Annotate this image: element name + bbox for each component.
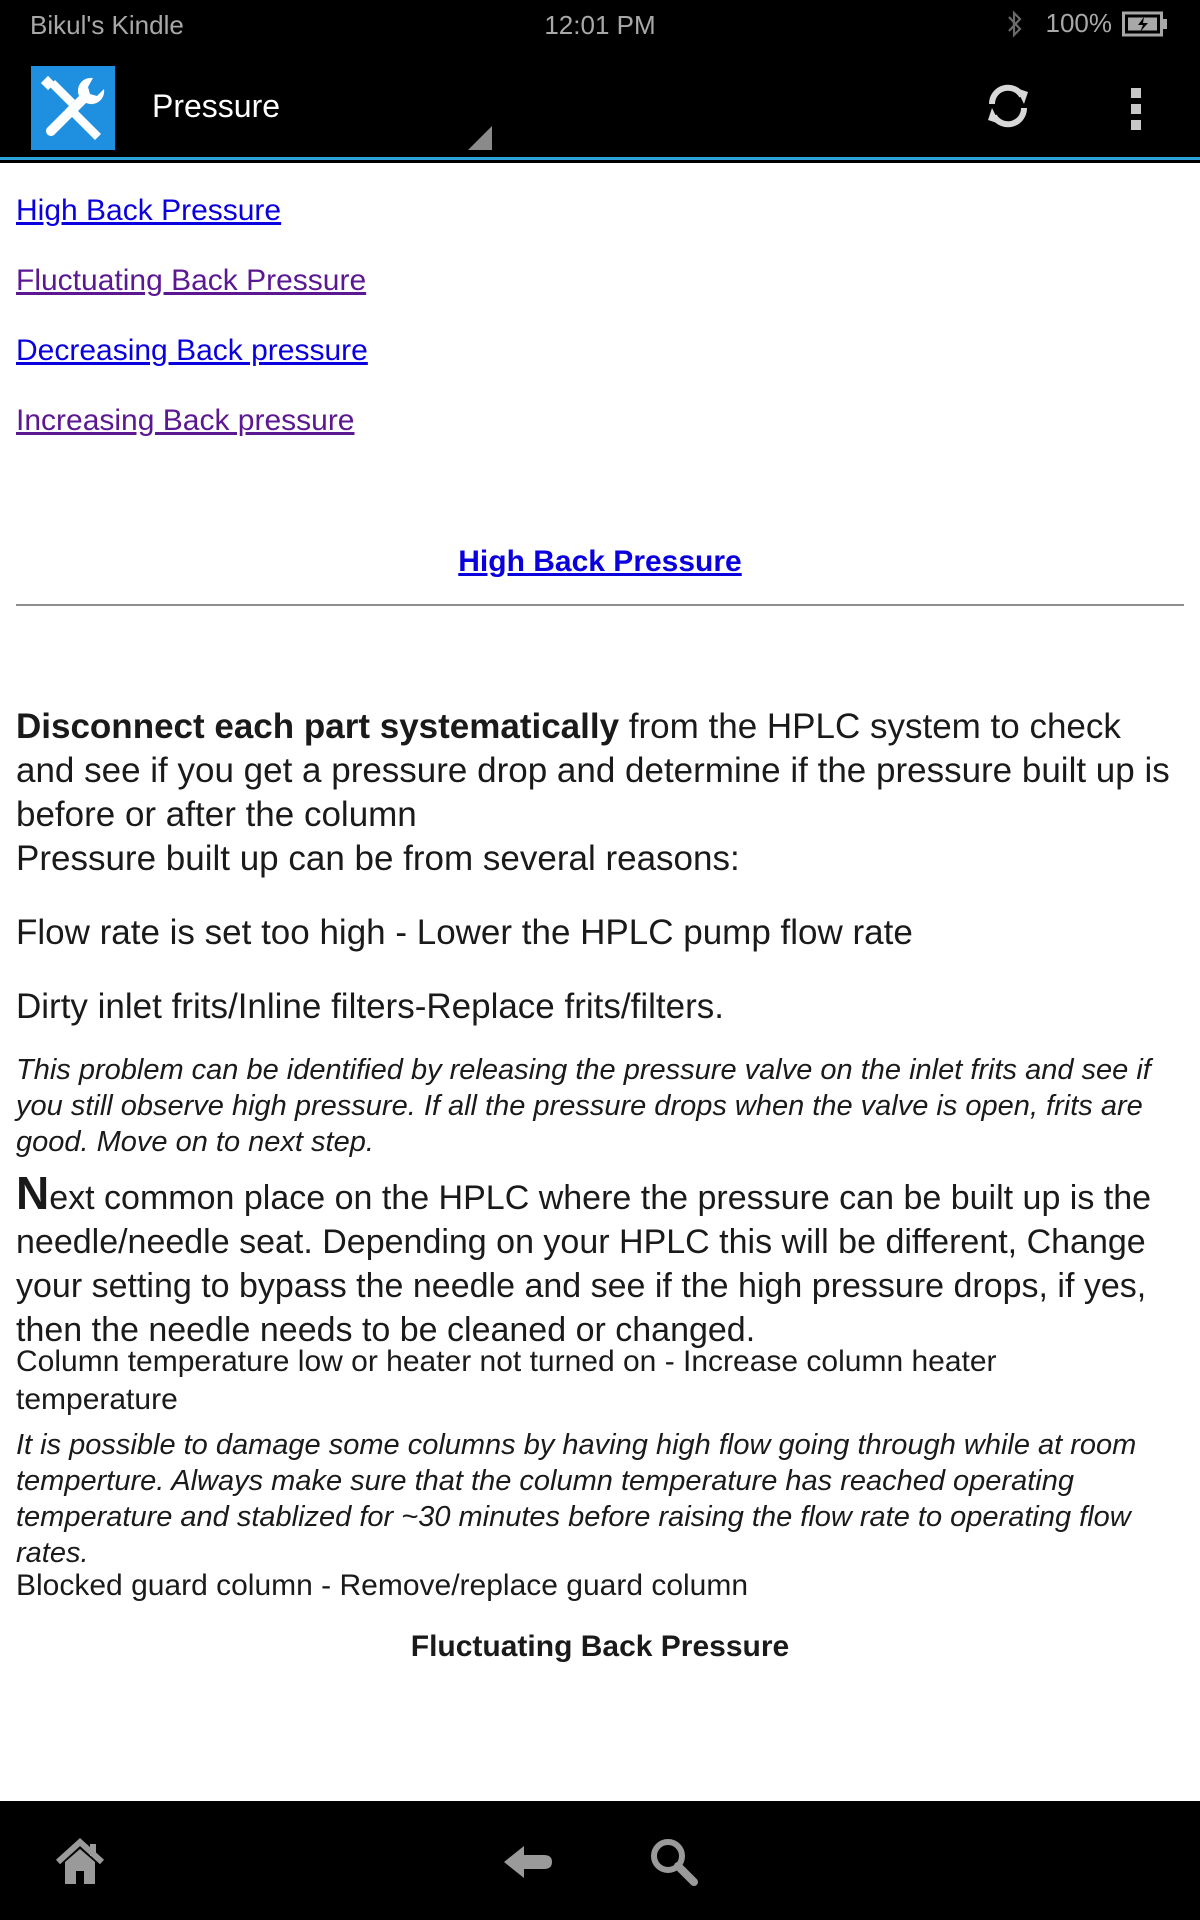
paragraph-column-temperature: Column temperature low or heater not turned on - Increase column heater temperature bbox=[16, 1345, 997, 1416]
battery-charging-icon bbox=[1122, 11, 1168, 37]
screen-title[interactable]: Pressure bbox=[152, 88, 281, 124]
battery-percent: 100% bbox=[1045, 8, 1112, 38]
back-icon bbox=[500, 1834, 556, 1890]
device-name: Bikul's Kindle bbox=[30, 10, 184, 40]
toc-link-high-back-pressure[interactable]: High Back Pressure bbox=[16, 194, 282, 227]
paragraph-needle-seat bbox=[16, 1167, 1184, 1352]
paragraph-needle-seat-text: ext common place on the HPLC where the pressure can be built up is the needle/needle seat. Depending on your HPLC this will be different, Change your setting to bypass the needle and see if the high pressure drops, if yes, then the needle needs to be cleaned or changed. bbox=[16, 1179, 1152, 1349]
drop-cap: N bbox=[16, 1167, 50, 1219]
back-button[interactable] bbox=[500, 1834, 556, 1890]
toc-link-increasing-back-pressure[interactable]: Increasing Back pressure bbox=[16, 404, 355, 437]
action-bar bbox=[0, 50, 1200, 160]
home-button[interactable] bbox=[52, 1834, 108, 1890]
note-column-damage: It is possible to damage some columns by having high flow going through while at room temperture. Always make sure that the column temperature has reached operating temperature and stablized for ~30 minutes before raising the flow rate to operating flow rates. bbox=[16, 1429, 1137, 1569]
home-icon bbox=[52, 1834, 108, 1890]
paragraph-reasons-intro: Pressure built up can be from several reasons: bbox=[16, 839, 740, 878]
web-content[interactable] bbox=[0, 163, 1200, 1801]
wrench-screwdriver-icon bbox=[31, 66, 115, 150]
paragraph-disconnect bbox=[16, 705, 1184, 837]
search-button[interactable] bbox=[646, 1834, 702, 1890]
status-bar bbox=[0, 0, 1200, 50]
app-icon[interactable] bbox=[31, 66, 115, 150]
paragraph-dirty-frits: Dirty inlet frits/Inline filters-Replace frits/filters. bbox=[16, 987, 724, 1026]
paragraph-flow-rate: Flow rate is set too high - Lower the HPLC pump flow rate bbox=[16, 913, 913, 952]
bottom-navigation-bar bbox=[0, 1801, 1200, 1920]
paragraph-disconnect-bold: Disconnect each part systematically bbox=[16, 707, 620, 746]
note-frits: This problem can be identified by releasing the pressure valve on the inlet frits and see if you still observe high pressure. If all the pressure drops when the valve is open, frits are good. Move on to next step. bbox=[16, 1054, 1151, 1158]
overflow-menu-icon[interactable] bbox=[1120, 84, 1152, 134]
dropdown-indicator-icon[interactable] bbox=[468, 126, 492, 150]
divider bbox=[16, 604, 1184, 606]
search-icon bbox=[646, 1834, 702, 1890]
refresh-icon[interactable] bbox=[980, 78, 1036, 134]
section-heading-fluctuating-back-pressure: Fluctuating Back Pressure bbox=[410, 1630, 790, 1663]
bluetooth-icon bbox=[1006, 9, 1024, 39]
clock: 12:01 PM bbox=[544, 10, 656, 40]
section-heading-high-back-pressure[interactable]: High Back Pressure bbox=[458, 545, 742, 578]
paragraph-disconnect-text: from the HPLC system to check and see if you get a pressure drop and determine if the pressure built up is before or after the column bbox=[16, 707, 1170, 834]
toc-link-fluctuating-back-pressure[interactable]: Fluctuating Back Pressure bbox=[16, 264, 367, 297]
toc-link-decreasing-back-pressure[interactable]: Decreasing Back pressure bbox=[16, 334, 368, 367]
table-of-contents bbox=[16, 193, 368, 439]
paragraph-guard-column: Blocked guard column - Remove/replace guard column bbox=[16, 1569, 749, 1602]
status-icons bbox=[1006, 8, 1169, 39]
